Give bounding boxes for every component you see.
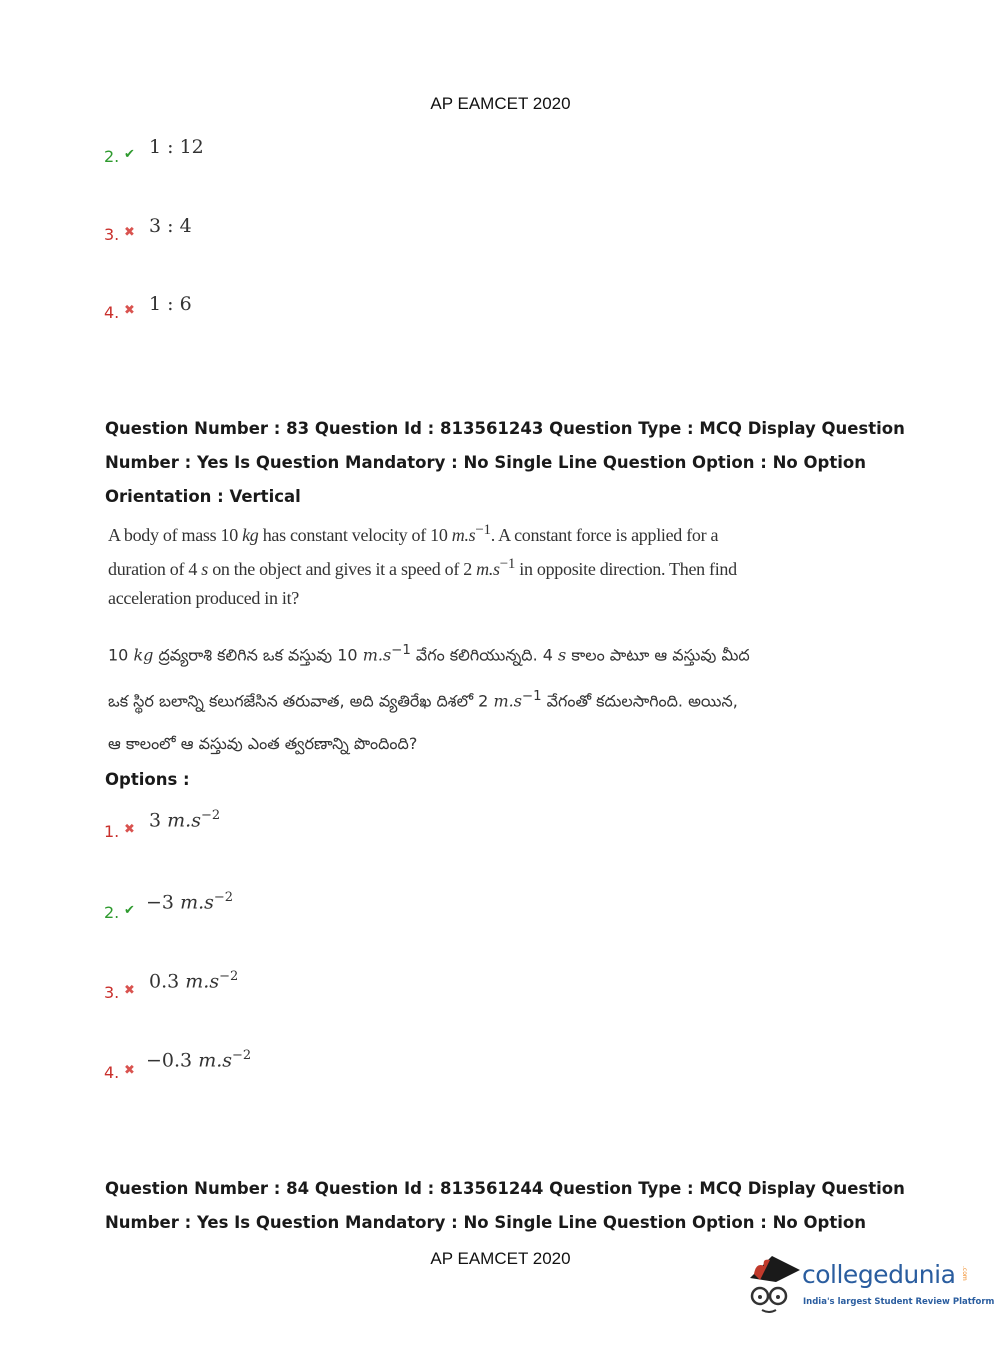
option-value: 3 $m.s^{-2}$ [149,808,221,832]
cross-icon: ✖ [124,1063,135,1078]
meta-line: Orientation : Vertical [105,487,301,506]
cross-icon: ✖ [124,225,135,240]
option-number: 4. [104,303,120,322]
brand-tagline: India's largest Student Review Platform [803,1297,995,1307]
mascot-icon [742,1252,804,1316]
option-number: 3. [104,983,120,1002]
cross-icon: ✖ [124,983,135,998]
option-number: 1. [104,822,120,841]
question-84-meta [105,1172,905,1240]
option-value: −3 $m.s^{-2}$ [146,890,234,914]
collegedunia-logo[interactable] [742,1252,995,1316]
meta-line: Question Number : 83 Question Id : 813561243 Question Type : MCQ Display Question [105,419,905,438]
cross-icon: ✖ [124,822,135,837]
question-line: duration of 4 s on the object and gives it a speed of 2 $m.s^{-1}$ in opposite direction. Then find [108,556,737,579]
question-line: acceleration produced in it? [108,588,299,608]
cross-icon: ✖ [124,303,135,318]
check-icon: ✔ [124,147,135,162]
question-text-english [108,516,737,613]
question-83-meta [105,412,905,514]
options-label: Options : [105,770,190,789]
option-value: 1 : 12 [149,136,204,158]
question-line: 10 kg ద్రవ్యరాశి కలిగిన ఒక వస్తువు 10 $m.s^{-1}$ వేగం కలిగియున్నది. 4 s కాలం పాటూ ఆ వస్తువు మీద [108,643,750,665]
question-line: ఆ కాలంలో ఆ వస్తువు ఎంత త్వరణాన్ని పొందింది? [108,733,418,753]
option-number: 3. [104,225,120,244]
meta-line: Question Number : 84 Question Id : 813561244 Question Type : MCQ Display Question [105,1179,905,1198]
option-number: 2. [104,903,120,922]
option-value: 0.3 $m.s^{-2}$ [149,969,239,993]
option-value: −0.3 $m.s^{-2}$ [146,1048,252,1072]
meta-line: Number : Yes Is Question Mandatory : No Single Line Question Option : No Option [105,1213,866,1232]
brand-dotcom: .com [961,1266,968,1281]
question-text-telugu [108,630,748,765]
question-line: A body of mass 10 kg has constant velocity of 10 $m.s^{-1}$. A constant force is applied for a [108,522,719,545]
check-icon: ✔ [124,903,135,918]
page-footer: AP EAMCET 2020 [430,1249,571,1268]
brand-name: collegedunia [802,1260,956,1289]
option-number: 2. [104,147,120,166]
question-line: ఒక స్థిర బలాన్ని కలుగజేసిన తరువాత, అది వ్యతిరేఖ దిశలో 2 $m.s^{-1}$ వేగంతో కదులసాగింది. అయిన, [108,689,738,711]
option-value: 1 : 6 [149,293,192,315]
meta-line: Number : Yes Is Question Mandatory : No Single Line Question Option : No Option [105,453,866,472]
page-header: AP EAMCET 2020 [430,94,571,113]
option-value: 3 : 4 [149,215,192,237]
option-number: 4. [104,1063,120,1082]
